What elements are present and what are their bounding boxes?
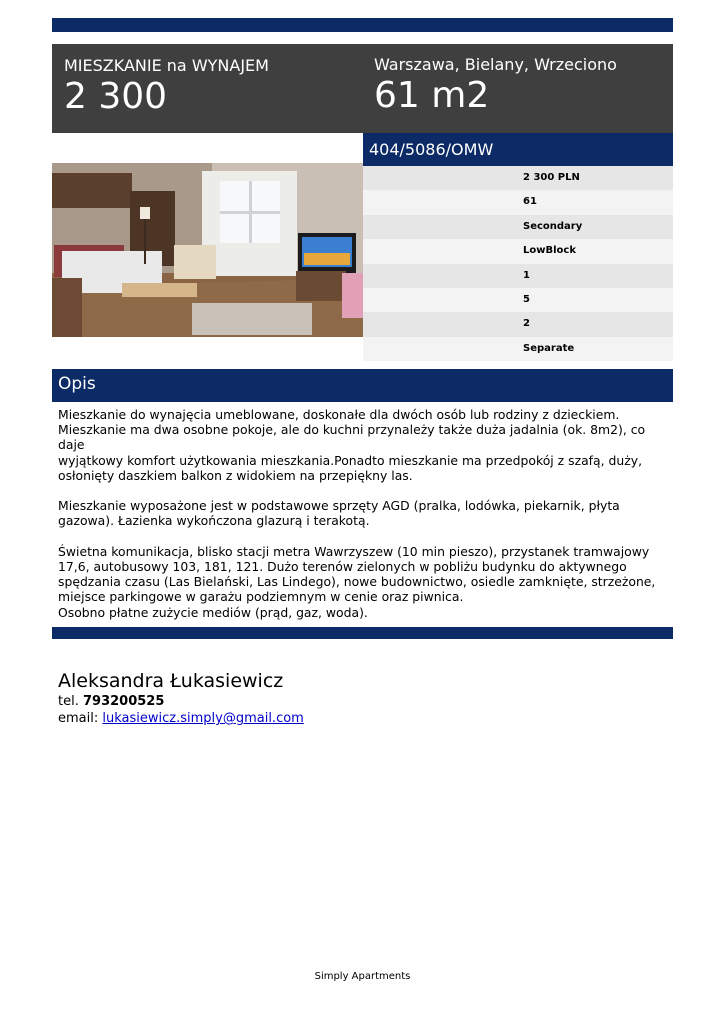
phone-label: tel. [58,694,79,709]
description-heading: Opis [52,369,673,402]
description-line: spędzania czasu (Las Bielański, Las Lindego), nowe budownictwo, osiedle zamknięte, strzeżone, [58,574,656,590]
detail-rooms: 2 [363,312,673,336]
detail-floor: 1 [363,264,673,288]
contact-block [58,669,304,727]
header-right [374,55,617,117]
description-line: Mieszkanie ma dwa osobne pokoje, ale do kuchni przynależy także duża jadalnia (ok. 8m2), co daje [58,422,646,453]
footer-company: Simply Apartments [314,971,411,982]
location: Warszawa, Bielany, Wrzeciono [374,55,617,74]
detail-floors-total: 5 [363,288,673,312]
top-divider [52,18,673,32]
detail-kitchen: Separate [363,337,673,361]
paragraph-gap [58,483,670,498]
area: 61 m2 [374,75,490,116]
description-line: Osobno płatne zużycie mediów (prąd, gaz, woda). [58,604,368,620]
reference-number: 404/5086/OMW [363,133,673,166]
price: 2 300 [64,76,168,117]
description-line: Mieszkanie wyposażone jest w podstawowe sprzęty AGD (pralka, lodówka, piekarnik, płyta [58,498,620,514]
phone-number: 793200525 [82,694,165,709]
email-label: email: [58,711,99,726]
email-link[interactable]: lukasiewicz.simply@gmail.com [102,711,304,726]
agent-name: Aleksandra Łukasiewicz [58,670,284,692]
description-line: 17,6, autobusowy 103, 181, 121. Dużo terenów zielonych w pobliżu budynku do aktywnego [58,559,627,574]
detail-price: 2 300 PLN [363,166,673,190]
living-room-image [52,163,363,337]
apartment-photo [52,163,363,337]
detail-building-type: LowBlock [363,239,673,263]
description-line: Mieszkanie do wynajęcia umeblowane, doskonałe dla dwóch osób lub rodziny z dzieckiem. [58,407,620,422]
details-table [363,166,673,361]
description-line: miejsce parkingowe w garażu podziemnym w cenie oraz piwnica. [58,589,464,605]
description-line: Świetna komunikacja, blisko stacji metra Wawrzyszew (10 min pieszo), przystanek tramwajowy [58,543,650,559]
phone-line [58,693,304,710]
email-line [58,710,304,727]
header-left [64,56,269,118]
listing-header [52,44,673,133]
paragraph-gap [58,529,670,544]
detail-area: 61 [363,190,673,214]
offer-type: MIESZKANIE na WYNAJEM [64,56,269,75]
description-text [58,407,670,620]
description-line: wyjątkowy komfort użytkowania mieszkania.Ponadto mieszkanie ma przedpokój z szafą, duży, [58,452,643,468]
description-line: gazowa). Łazienka wykończona glazurą i terakotą. [58,513,370,529]
bottom-divider [52,627,673,639]
description-line: osłonięty daszkiem balkon z widokiem na przepiękny las. [58,467,413,483]
detail-market: Secondary [363,215,673,239]
